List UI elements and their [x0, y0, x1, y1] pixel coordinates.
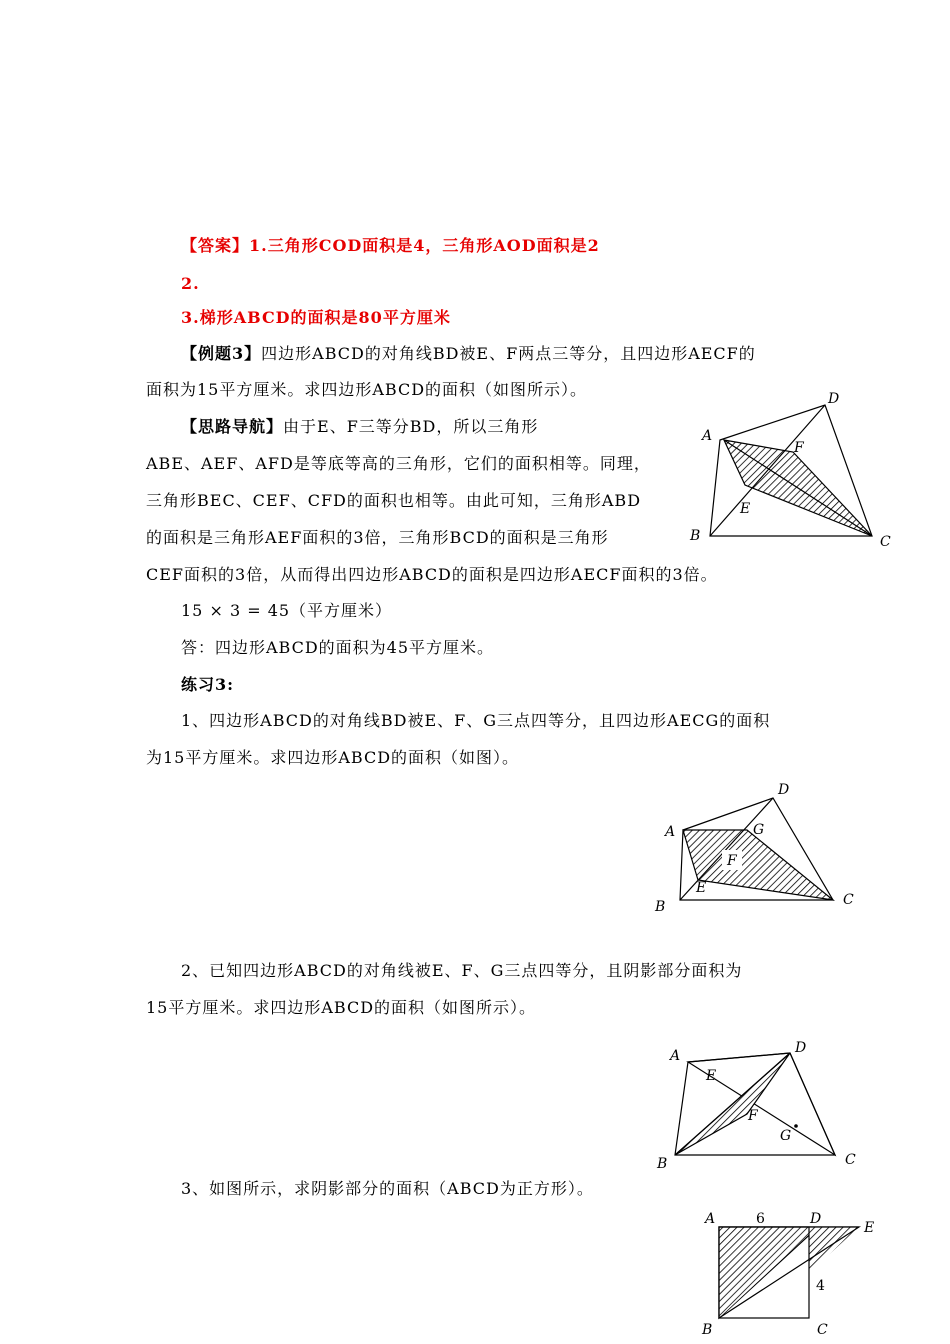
practice2-figure — [650, 1040, 870, 1170]
label-D: D — [795, 1040, 807, 1056]
example3-line-1 — [181, 343, 756, 365]
calc-line: 15 × 3 = 45（平方厘米） — [181, 601, 393, 620]
label-D: D — [778, 782, 790, 798]
label-F: F — [727, 853, 737, 869]
label-E: E — [740, 501, 751, 517]
answer-line-2: 2. — [181, 274, 200, 293]
label-B: B — [702, 1322, 713, 1338]
label-G: G — [780, 1128, 792, 1144]
practice3-title: 练习3: — [181, 675, 235, 694]
guide-line-2: ABE、AEF、AFD是等底等高的三角形，它们的面积相等。同理， — [146, 454, 651, 473]
label-D: D — [810, 1211, 822, 1227]
guide-line-1 — [181, 416, 538, 438]
guide-label: 【思路导航】 — [181, 417, 284, 436]
label-B: B — [690, 528, 701, 544]
example3-figure — [690, 388, 900, 553]
label-F: F — [794, 440, 804, 456]
guide-line-5: CEF面积的3倍，从而得出四边形ABCD的面积是四边形AECF面积的3倍。 — [146, 565, 718, 584]
label-E: E — [864, 1220, 875, 1236]
label-four: 4 — [816, 1278, 825, 1294]
label-A: A — [670, 1048, 681, 1064]
label-G: G — [753, 822, 765, 838]
practice3-figure — [690, 1210, 890, 1344]
example3-label: 【例题3】 — [181, 344, 262, 363]
example3-line-2: 面积为15平方厘米。求四边形ABCD的面积（如图所示）。 — [146, 380, 588, 399]
label-A: A — [665, 824, 676, 840]
example3-text1: 四边形ABCD的对角线BD被E、F两点三等分，且四边形AECF的 — [261, 344, 756, 363]
label-C: C — [845, 1152, 856, 1168]
guide-text1: 由于E、F三等分BD，所以三角形 — [283, 417, 539, 436]
label-E: E — [706, 1068, 717, 1084]
answer-line-1: 【答案】1.三角形COD面积是4，三角形AOD面积是2 — [181, 236, 600, 255]
label-B: B — [655, 899, 666, 915]
practice-q2-line-2: 15平方厘米。求四边形ABCD的面积（如图所示）。 — [146, 998, 537, 1017]
label-C: C — [880, 534, 891, 550]
practice-q1-line-1: 1、四边形ABCD的对角线BD被E、F、G三点四等分，且四边形AECG的面积 — [181, 711, 771, 730]
diagonal-bd — [675, 1053, 790, 1155]
label-six: 6 — [756, 1211, 765, 1227]
guide-line-3: 三角形BEC、CEF、CFD的面积也相等。由此可知，三角形ABD — [146, 491, 642, 510]
shaded-right — [809, 1227, 859, 1273]
guide-line-4: 的面积是三角形AEF面积的3倍，三角形BCD的面积是三角形 — [146, 528, 609, 547]
label-B: B — [657, 1156, 668, 1172]
example3-answer: 答：四边形ABCD的面积为45平方厘米。 — [181, 638, 495, 657]
shaded-left — [719, 1227, 809, 1318]
label-C: C — [843, 892, 854, 908]
practice1-figure — [650, 780, 870, 920]
answer-line-3: 3.梯形ABCD的面积是80平方厘米 — [181, 308, 451, 327]
label-C: C — [817, 1322, 828, 1338]
label-F: F — [748, 1108, 758, 1124]
practice-q1-line-2: 为15平方厘米。求四边形ABCD的面积（如图）。 — [146, 748, 520, 767]
point-g — [794, 1124, 798, 1128]
practice-q3: 3、如图所示，求阴影部分的面积（ABCD为正方形）。 — [181, 1179, 594, 1198]
label-E: E — [696, 880, 707, 896]
label-A: A — [702, 428, 713, 444]
label-D: D — [828, 391, 840, 407]
practice-q2-line-1: 2、已知四边形ABCD的对角线被E、F、G三点四等分，且阴影部分面积为 — [181, 961, 743, 980]
label-A: A — [705, 1211, 716, 1227]
